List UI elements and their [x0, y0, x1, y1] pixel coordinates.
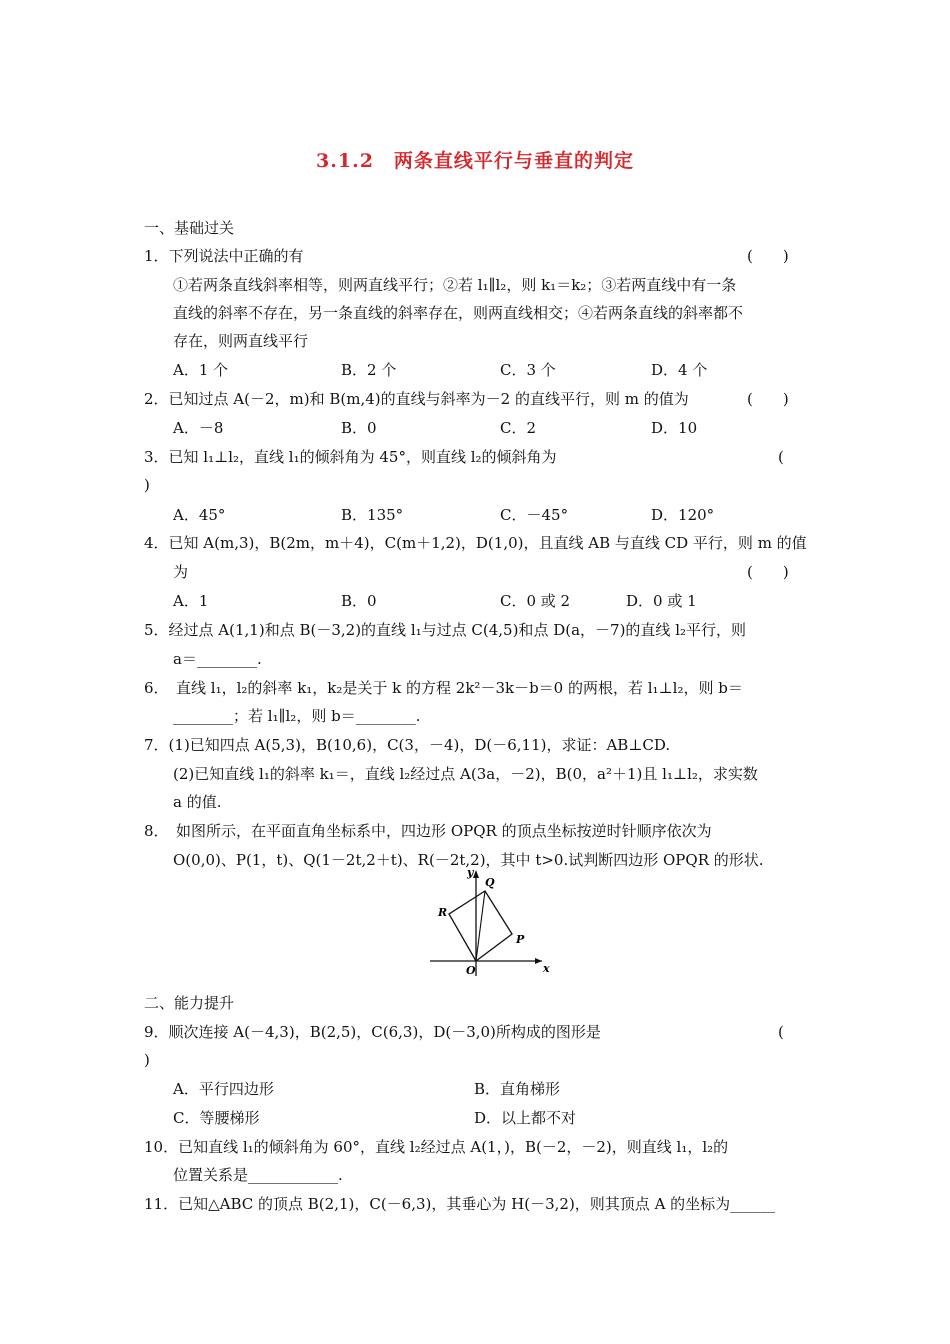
question-7-body-line: a 的值. [173, 793, 222, 811]
point-r-label: R [438, 906, 448, 919]
page-title: 3.1.2 两条直线平行与垂直的判定 [316, 150, 634, 172]
diagonal-oq [476, 891, 485, 961]
option-b: B．直角梯形 [474, 1080, 561, 1098]
y-axis-arrow [473, 870, 479, 878]
point-o-label: O [466, 964, 476, 977]
question-7-body-line: (2)已知直线 l₁的斜率 k₁＝，直线 l₂经过点 A(3a，－2)，B(0，a²＋1)且 l₁⊥l₂，求实数 [173, 765, 758, 783]
question-3: 3．已知 l₁⊥l₂，直线 l₁的倾斜角为 45°，则直线 l₂的倾斜角为 [144, 448, 557, 466]
option-b: B．2 个 [341, 361, 397, 379]
option-d: D．0 或 1 [626, 592, 697, 610]
question-7: 7．(1)已知四点 A(5,3)，B(10,6)，C(3，－4)，D(－6,11)，求证：AB⊥CD. [144, 736, 671, 754]
option-a: A．1 个 [173, 361, 229, 379]
question-5: 5．经过点 A(1,1)和点 B(－3,2)的直线 l₁与过点 C(4,5)和点 D(a，－7)的直线 l₂平行，则 [144, 621, 747, 639]
question-1: 1．下列说法中正确的有 [144, 247, 304, 265]
option-c: C．等腰梯形 [173, 1109, 260, 1127]
option-c: C．－45° [500, 506, 569, 524]
x-axis-arrow [535, 958, 542, 964]
question-9: 9．顺次连接 A(－4,3)，B(2,5)，C(6,3)，D(－3,0)所构成的图形是 [144, 1023, 601, 1041]
y-axis-label: y [467, 866, 474, 879]
option-b: B．0 [341, 419, 377, 437]
question-6: 6． 直线 l₁，l₂的斜率 k₁，k₂是关于 k 的方程 2k²－3k－b＝0 的两根，若 l₁⊥l₂，则 b＝ [144, 679, 743, 697]
question-1-body-line: ①若两条直线斜率相等，则两直线平行；②若 l₁∥l₂，则 k₁＝k₂；③若两直线中有一条 [173, 276, 737, 294]
question-2: 2．已知过点 A(－2，m)和 B(m,4)的直线与斜率为－2 的直线平行，则 m 的值为 [144, 390, 689, 408]
option-a: A．平行四边形 [173, 1080, 274, 1098]
section-heading-advanced: 二、能力提升 [144, 994, 235, 1012]
option-c: C．3 个 [500, 361, 556, 379]
option-a: A．1 [173, 592, 209, 610]
quadrilateral-figure [428, 866, 558, 978]
option-d: D．10 [651, 419, 698, 437]
option-c: C．2 [500, 419, 537, 437]
point-p-label: P [516, 933, 525, 946]
question-1-body-line: 存在，则两直线平行 [173, 332, 309, 350]
option-a: A．45° [173, 506, 226, 524]
option-d: D．以上都不对 [474, 1109, 577, 1127]
x-axis-label: x [543, 962, 550, 975]
question-10: 10．已知直线 l₁的倾斜角为 60°，直线 l₂经过点 A(1，)，B(－2，－2)，则直线 l₁，l₂的 [144, 1138, 729, 1156]
question-10-body-line: 位置关系是____________. [173, 1166, 343, 1184]
answer-paren-open: ( [778, 1023, 784, 1041]
option-a: A．－8 [173, 419, 224, 437]
question-11: 11．已知△ABC 的顶点 B(2,1)，C(－6,3)，其垂心为 H(－3,2)，则其顶点 A 的坐标为______ [144, 1195, 776, 1213]
question-4-body-line: 为 [173, 563, 189, 581]
answer-paren-close: ) [144, 1051, 150, 1069]
option-b: B．135° [341, 506, 404, 524]
option-c: C．0 或 2 [500, 592, 571, 610]
section-heading-basic: 一、基础过关 [144, 219, 235, 237]
option-b: B．0 [341, 592, 377, 610]
question-8-body-line: O(0,0)、P(1，t)、Q(1－2t,2＋t)、R(－2t,2)，其中 t>0.试判断四边形 OPQR 的形状. [173, 851, 764, 869]
option-d: D．120° [651, 506, 715, 524]
question-5-body-line: a＝________. [173, 650, 262, 668]
option-d: D．4 个 [651, 361, 708, 379]
question-8: 8． 如图所示，在平面直角坐标系中，四边形 OPQR 的顶点坐标按逆时针顺序依次为 [144, 822, 712, 840]
answer-paren-open: ( [778, 448, 784, 466]
question-1-body-line: 直线的斜率不存在，另一条直线的斜率存在，则两直线相交；④若两条直线的斜率都不 [173, 304, 744, 322]
answer-paren: ( ) [747, 390, 789, 408]
answer-paren-close: ) [144, 476, 150, 494]
answer-paren: ( ) [747, 247, 789, 265]
question-4: 4．已知 A(m,3)，B(2m，m＋4)，C(m＋1,2)，D(1,0)，且直线 AB 与直线 CD 平行，则 m 的值 [144, 534, 807, 552]
question-6-body-line: ________；若 l₁∥l₂，则 b＝________. [173, 707, 421, 725]
point-q-label: Q [485, 876, 495, 889]
answer-paren: ( ) [747, 563, 789, 581]
